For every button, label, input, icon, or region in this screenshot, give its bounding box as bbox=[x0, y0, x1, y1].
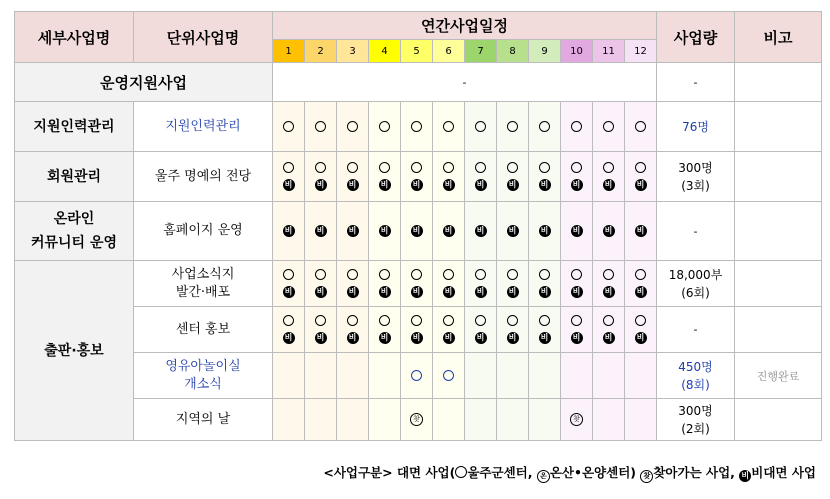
nonface-icon: 비 bbox=[315, 179, 327, 191]
unit-homepage: 홈페이지 운영 bbox=[134, 202, 273, 261]
month-1: 1 bbox=[273, 40, 305, 63]
unit-newsletter-line2: 발간·배포 bbox=[175, 284, 231, 300]
category-publish: 출판·홍보 bbox=[15, 261, 134, 441]
schedule-cell-month-2 bbox=[305, 399, 337, 441]
circle-icon bbox=[315, 121, 326, 132]
schedule-cell-month-11 bbox=[593, 102, 625, 152]
schedule-cell-month-8 bbox=[497, 152, 529, 202]
nonface-icon: 비 bbox=[411, 286, 423, 298]
header-volume: 사업량 bbox=[657, 12, 735, 63]
schedule-cell-month-7 bbox=[465, 353, 497, 399]
nonface-icon: 비 bbox=[347, 179, 359, 191]
schedule-cell-month-2 bbox=[305, 353, 337, 399]
find-icon: 찾 bbox=[570, 413, 583, 426]
circle-icon bbox=[347, 269, 358, 280]
unit-center-promo: 센터 홍보 bbox=[134, 307, 273, 353]
schedule-cell-month-11 bbox=[593, 399, 625, 441]
circle-icon bbox=[571, 269, 582, 280]
month-4: 4 bbox=[369, 40, 401, 63]
schedule-cell-month-5 bbox=[401, 261, 433, 307]
nonface-icon: 비 bbox=[571, 286, 583, 298]
schedule-cell-month-3 bbox=[337, 152, 369, 202]
legend-visit: 찾아가는 사업, bbox=[653, 465, 735, 480]
section-schedule: - bbox=[273, 63, 657, 102]
schedule-cell-month-1 bbox=[273, 102, 305, 152]
schedule-cell-month-7 bbox=[465, 202, 497, 261]
legend bbox=[323, 463, 816, 483]
circle-icon bbox=[315, 315, 326, 326]
nonface-icon: 비 bbox=[539, 225, 551, 237]
month-7: 7 bbox=[465, 40, 497, 63]
schedule-cell-month-6 bbox=[433, 261, 465, 307]
volume-hall-of-fame bbox=[657, 152, 735, 202]
header-note: 비고 bbox=[735, 12, 822, 63]
schedule-cell-month-6 bbox=[433, 307, 465, 353]
circle-icon bbox=[443, 370, 454, 381]
schedule-cell-month-10 bbox=[561, 202, 593, 261]
circle-icon bbox=[507, 121, 518, 132]
schedule-cell-month-7 bbox=[465, 102, 497, 152]
nonface-icon: 비 bbox=[283, 332, 295, 344]
nonface-icon: 비 bbox=[347, 225, 359, 237]
schedule-cell-month-5 bbox=[401, 202, 433, 261]
volume-times: (6회) bbox=[681, 285, 710, 300]
schedule-cell-month-3 bbox=[337, 102, 369, 152]
nonface-icon: 비 bbox=[635, 286, 647, 298]
schedule-cell-month-2 bbox=[305, 152, 337, 202]
circle-icon bbox=[603, 315, 614, 326]
month-6: 6 bbox=[433, 40, 465, 63]
schedule-cell-month-2 bbox=[305, 102, 337, 152]
nonface-icon: 비 bbox=[571, 332, 583, 344]
schedule-cell-month-5 bbox=[401, 399, 433, 441]
nonface-icon: 비 bbox=[443, 179, 455, 191]
nonface-icon: 비 bbox=[315, 332, 327, 344]
nonface-icon: 비 bbox=[443, 286, 455, 298]
schedule-cell-month-12 bbox=[625, 307, 657, 353]
schedule-cell-month-7 bbox=[465, 152, 497, 202]
month-12: 12 bbox=[625, 40, 657, 63]
circle-icon bbox=[283, 162, 294, 173]
nonface-icon: 비 bbox=[283, 179, 295, 191]
circle-icon bbox=[283, 315, 294, 326]
note-playroom: 진행완료 bbox=[735, 353, 822, 399]
nonface-icon: 비 bbox=[379, 225, 391, 237]
month-10: 10 bbox=[561, 40, 593, 63]
volume-support-staff: 76명 bbox=[657, 102, 735, 152]
note-support-staff bbox=[735, 102, 822, 152]
schedule-cell-month-1 bbox=[273, 152, 305, 202]
circle-icon bbox=[539, 162, 550, 173]
nonface-icon: 비 bbox=[379, 179, 391, 191]
nonface-icon: 비 bbox=[475, 179, 487, 191]
circle-icon bbox=[347, 162, 358, 173]
nonface-icon: 비 bbox=[635, 225, 647, 237]
nonface-icon: 비 bbox=[603, 332, 615, 344]
circle-icon bbox=[635, 121, 646, 132]
circle-icon bbox=[507, 162, 518, 173]
schedule-cell-month-2 bbox=[305, 202, 337, 261]
legend-face-b: 온산•온양센터) bbox=[549, 465, 641, 480]
schedule-cell-month-1 bbox=[273, 399, 305, 441]
schedule-cell-month-3 bbox=[337, 261, 369, 307]
circle-icon bbox=[347, 121, 358, 132]
schedule-table bbox=[14, 11, 822, 441]
schedule-cell-month-11 bbox=[593, 261, 625, 307]
nonface-icon: 비 bbox=[443, 225, 455, 237]
unit-newsletter bbox=[134, 261, 273, 307]
nonface-icon: 비 bbox=[379, 332, 391, 344]
nonface-icon: 비 bbox=[635, 332, 647, 344]
section-note bbox=[735, 63, 822, 102]
schedule-cell-month-8 bbox=[497, 353, 529, 399]
unit-hall-of-fame: 울주 명예의 전당 bbox=[134, 152, 273, 202]
circle-icon bbox=[443, 269, 454, 280]
nonface-icon: 비 bbox=[539, 332, 551, 344]
nonface-icon: 비 bbox=[283, 225, 295, 237]
unit-playroom bbox=[134, 353, 273, 399]
nonface-icon: 비 bbox=[539, 179, 551, 191]
schedule-cell-month-9 bbox=[529, 307, 561, 353]
legend-nonface: 비대면 사업 bbox=[751, 465, 816, 480]
schedule-cell-month-12 bbox=[625, 202, 657, 261]
note-newsletter bbox=[735, 261, 822, 307]
schedule-cell-month-9 bbox=[529, 202, 561, 261]
volume-newsletter bbox=[657, 261, 735, 307]
nonface-icon: 비 bbox=[603, 286, 615, 298]
nonface-icon: 비 bbox=[635, 179, 647, 191]
circle-icon bbox=[475, 269, 486, 280]
schedule-cell-month-3 bbox=[337, 399, 369, 441]
circle-icon bbox=[603, 162, 614, 173]
volume-center-promo: - bbox=[657, 307, 735, 353]
schedule-cell-month-9 bbox=[529, 152, 561, 202]
circle-icon bbox=[539, 269, 550, 280]
schedule-cell-month-3 bbox=[337, 202, 369, 261]
schedule-cell-month-12 bbox=[625, 261, 657, 307]
schedule-cell-month-12 bbox=[625, 102, 657, 152]
circle-icon bbox=[443, 315, 454, 326]
schedule-cell-month-4 bbox=[369, 202, 401, 261]
nonface-icon: 비 bbox=[475, 286, 487, 298]
schedule-cell-month-6 bbox=[433, 102, 465, 152]
nonface-icon: 비 bbox=[315, 286, 327, 298]
circle-icon bbox=[571, 162, 582, 173]
volume-count: 18,000부 bbox=[668, 267, 723, 282]
circle-icon bbox=[347, 315, 358, 326]
note-hall-of-fame bbox=[735, 152, 822, 202]
schedule-cell-month-12 bbox=[625, 152, 657, 202]
schedule-cell-month-10 bbox=[561, 399, 593, 441]
unit-local-day: 지역의 날 bbox=[134, 399, 273, 441]
nonface-icon: 비 bbox=[507, 286, 519, 298]
circle-icon bbox=[475, 315, 486, 326]
nonface-icon: 비 bbox=[411, 332, 423, 344]
volume-times: (2회) bbox=[681, 421, 710, 436]
volume-local-day bbox=[657, 399, 735, 441]
schedule-cell-month-5 bbox=[401, 307, 433, 353]
legend-face-a: 울주군센터, bbox=[467, 465, 537, 480]
schedule-cell-month-4 bbox=[369, 152, 401, 202]
schedule-cell-month-8 bbox=[497, 102, 529, 152]
month-2: 2 bbox=[305, 40, 337, 63]
nonface-icon: 비 bbox=[475, 332, 487, 344]
schedule-cell-month-8 bbox=[497, 202, 529, 261]
circle-icon bbox=[455, 466, 467, 478]
circle-icon bbox=[539, 121, 550, 132]
nonface-icon: 비 bbox=[507, 225, 519, 237]
unit-support-staff: 지원인력관리 bbox=[134, 102, 273, 152]
circle-icon bbox=[603, 269, 614, 280]
circle-icon bbox=[283, 121, 294, 132]
nonface-icon: 비 bbox=[443, 332, 455, 344]
header-category: 세부사업명 bbox=[15, 12, 134, 63]
schedule-cell-month-11 bbox=[593, 307, 625, 353]
schedule-cell-month-1 bbox=[273, 307, 305, 353]
nonface-icon: 비 bbox=[411, 179, 423, 191]
nonface-icon: 비 bbox=[571, 225, 583, 237]
circle-icon bbox=[475, 121, 486, 132]
nonface-icon: 비 bbox=[507, 179, 519, 191]
schedule-cell-month-2 bbox=[305, 307, 337, 353]
nonface-icon: 비 bbox=[379, 286, 391, 298]
schedule-cell-month-6 bbox=[433, 202, 465, 261]
schedule-cell-month-6 bbox=[433, 152, 465, 202]
nonface-icon: 비 bbox=[475, 225, 487, 237]
volume-playroom bbox=[657, 353, 735, 399]
volume-count: 300명 bbox=[678, 403, 713, 418]
schedule-cell-month-7 bbox=[465, 261, 497, 307]
circle-icon bbox=[443, 121, 454, 132]
circle-icon bbox=[635, 162, 646, 173]
nonface-icon: 비 bbox=[283, 286, 295, 298]
nonface-icon: 비 bbox=[315, 225, 327, 237]
circle-icon bbox=[379, 121, 390, 132]
schedule-cell-month-4 bbox=[369, 399, 401, 441]
schedule-cell-month-5 bbox=[401, 353, 433, 399]
circle-icon bbox=[507, 269, 518, 280]
volume-count: 300명 bbox=[678, 160, 713, 175]
circle-icon bbox=[411, 315, 422, 326]
circle-icon bbox=[379, 269, 390, 280]
circle-icon bbox=[283, 269, 294, 280]
category-online bbox=[15, 202, 134, 261]
circle-icon bbox=[411, 370, 422, 381]
volume-times: (8회) bbox=[681, 377, 710, 392]
circle-icon bbox=[315, 269, 326, 280]
month-8: 8 bbox=[497, 40, 529, 63]
header-unit: 단위사업명 bbox=[134, 12, 273, 63]
schedule-cell-month-6 bbox=[433, 353, 465, 399]
schedule-cell-month-11 bbox=[593, 152, 625, 202]
unit-playroom-line2: 개소식 bbox=[184, 376, 222, 392]
schedule-cell-month-4 bbox=[369, 261, 401, 307]
note-center-promo bbox=[735, 307, 822, 353]
circle-icon bbox=[603, 121, 614, 132]
circle-icon bbox=[635, 315, 646, 326]
circle-icon bbox=[507, 315, 518, 326]
section-title: 운영지원사업 bbox=[15, 63, 273, 102]
circle-icon bbox=[379, 315, 390, 326]
schedule-cell-month-12 bbox=[625, 399, 657, 441]
schedule-cell-month-7 bbox=[465, 399, 497, 441]
legend-title: <사업구분> bbox=[323, 465, 393, 480]
category-support-staff: 지원인력관리 bbox=[15, 102, 134, 152]
note-homepage bbox=[735, 202, 822, 261]
nonface-icon: 비 bbox=[539, 286, 551, 298]
month-5: 5 bbox=[401, 40, 433, 63]
schedule-cell-month-5 bbox=[401, 102, 433, 152]
nonface-icon: 비 bbox=[347, 332, 359, 344]
month-9: 9 bbox=[529, 40, 561, 63]
schedule-cell-month-1 bbox=[273, 202, 305, 261]
unit-playroom-line1: 영유아놀이실 bbox=[165, 358, 241, 374]
circle-icon bbox=[315, 162, 326, 173]
circle-icon bbox=[635, 269, 646, 280]
month-11: 11 bbox=[593, 40, 625, 63]
circle-icon bbox=[571, 121, 582, 132]
unit-newsletter-line1: 사업소식지 bbox=[171, 266, 235, 282]
schedule-cell-month-10 bbox=[561, 152, 593, 202]
schedule-cell-month-8 bbox=[497, 399, 529, 441]
schedule-cell-month-12 bbox=[625, 353, 657, 399]
volume-count: 450명 bbox=[678, 359, 713, 374]
schedule-cell-month-8 bbox=[497, 261, 529, 307]
nonface-icon: 비 bbox=[739, 470, 751, 482]
find-icon: 찾 bbox=[640, 470, 653, 483]
note-local-day bbox=[735, 399, 822, 441]
schedule-cell-month-10 bbox=[561, 307, 593, 353]
schedule-cell-month-2 bbox=[305, 261, 337, 307]
schedule-cell-month-9 bbox=[529, 102, 561, 152]
legend-face: 대면 사업( bbox=[396, 465, 456, 480]
nonface-icon: 비 bbox=[411, 225, 423, 237]
nonface-icon: 비 bbox=[347, 286, 359, 298]
schedule-cell-month-6 bbox=[433, 399, 465, 441]
volume-homepage: - bbox=[657, 202, 735, 261]
schedule-cell-month-10 bbox=[561, 353, 593, 399]
schedule-cell-month-11 bbox=[593, 202, 625, 261]
month-3: 3 bbox=[337, 40, 369, 63]
schedule-cell-month-10 bbox=[561, 102, 593, 152]
schedule-cell-month-1 bbox=[273, 261, 305, 307]
category-online-line1: 온라인 bbox=[53, 211, 95, 227]
circle-icon bbox=[379, 162, 390, 173]
circle-icon bbox=[411, 162, 422, 173]
nonface-icon: 비 bbox=[603, 179, 615, 191]
schedule-cell-month-9 bbox=[529, 399, 561, 441]
schedule-cell-month-11 bbox=[593, 353, 625, 399]
schedule-cell-month-7 bbox=[465, 307, 497, 353]
schedule-cell-month-9 bbox=[529, 353, 561, 399]
circle-icon bbox=[443, 162, 454, 173]
find-icon: 찾 bbox=[410, 413, 423, 426]
schedule-cell-month-4 bbox=[369, 102, 401, 152]
schedule-cell-month-3 bbox=[337, 353, 369, 399]
schedule-cell-month-9 bbox=[529, 261, 561, 307]
schedule-cell-month-5 bbox=[401, 152, 433, 202]
schedule-cell-month-3 bbox=[337, 307, 369, 353]
schedule-cell-month-4 bbox=[369, 307, 401, 353]
category-member: 회원관리 bbox=[15, 152, 134, 202]
section-volume: - bbox=[657, 63, 735, 102]
nonface-icon: 비 bbox=[507, 332, 519, 344]
category-online-line2: 커뮤니티 운영 bbox=[30, 235, 118, 251]
header-schedule: 연간사업일정 bbox=[273, 12, 657, 40]
nonface-icon: 비 bbox=[603, 225, 615, 237]
circle-icon bbox=[539, 315, 550, 326]
circle-icon bbox=[411, 121, 422, 132]
schedule-cell-month-4 bbox=[369, 353, 401, 399]
circle-icon bbox=[411, 269, 422, 280]
circle-icon bbox=[571, 315, 582, 326]
schedule-cell-month-10 bbox=[561, 261, 593, 307]
volume-times: (3회) bbox=[681, 178, 710, 193]
schedule-cell-month-8 bbox=[497, 307, 529, 353]
circle-icon bbox=[475, 162, 486, 173]
nonface-icon: 비 bbox=[571, 179, 583, 191]
schedule-cell-month-1 bbox=[273, 353, 305, 399]
onsan-icon: 온 bbox=[537, 470, 550, 483]
